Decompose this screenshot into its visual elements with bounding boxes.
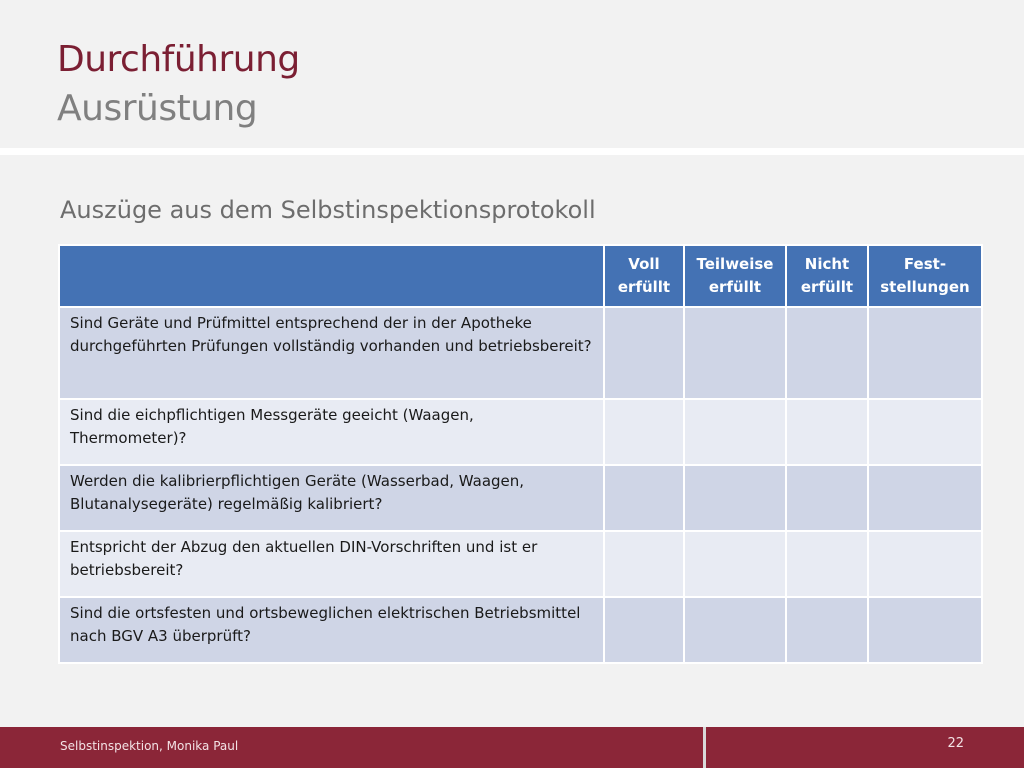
teilweise-erfuellt-cell[interactable] — [684, 307, 786, 399]
voll-erfuellt-cell[interactable] — [604, 465, 684, 531]
voll-erfuellt-cell[interactable] — [604, 307, 684, 399]
footer-author-text: Selbstinspektion, Monika Paul — [60, 739, 239, 753]
teilweise-erfuellt-cell[interactable] — [684, 465, 786, 531]
feststellungen-cell[interactable] — [868, 597, 982, 663]
column-header-voll-erfuellt: Voll erfüllt — [604, 245, 684, 307]
slide-title: Durchführung — [57, 39, 300, 80]
slide-subtitle: Ausrüstung — [57, 88, 258, 129]
table-header-row — [59, 245, 982, 307]
nicht-erfuellt-cell[interactable] — [786, 531, 868, 597]
nicht-erfuellt-cell[interactable] — [786, 307, 868, 399]
section-heading: Auszüge aus dem Selbstinspektionsprotokoll — [60, 196, 596, 224]
question-cell: Werden die kalibrierpflichtigen Geräte (Wasserbad, Waagen, Blutanalysegeräte) regelmäßig kalibriert? — [59, 465, 604, 531]
slide-header — [0, 0, 1024, 148]
teilweise-erfuellt-cell[interactable] — [684, 531, 786, 597]
question-cell: Sind die ortsfesten und ortsbeweglichen elektrischen Betriebsmittel nach BGV A3 überprüft? — [59, 597, 604, 663]
table-row — [59, 307, 982, 399]
voll-erfuellt-cell[interactable] — [604, 531, 684, 597]
table-row — [59, 465, 982, 531]
feststellungen-cell[interactable] — [868, 307, 982, 399]
voll-erfuellt-cell[interactable] — [604, 399, 684, 465]
feststellungen-cell[interactable] — [868, 399, 982, 465]
voll-erfuellt-cell[interactable] — [604, 597, 684, 663]
question-cell: Sind die eichpflichtigen Messgeräte geeicht (Waagen, Thermometer)? — [59, 399, 604, 465]
nicht-erfuellt-cell[interactable] — [786, 597, 868, 663]
teilweise-erfuellt-cell[interactable] — [684, 597, 786, 663]
feststellungen-cell[interactable] — [868, 465, 982, 531]
teilweise-erfuellt-cell[interactable] — [684, 399, 786, 465]
column-header-feststellungen: Fest- stellungen — [868, 245, 982, 307]
table-row — [59, 399, 982, 465]
column-header-question — [59, 245, 604, 307]
table-row — [59, 597, 982, 663]
nicht-erfuellt-cell[interactable] — [786, 399, 868, 465]
header-divider — [0, 148, 1024, 155]
question-cell: Sind Geräte und Prüfmittel entsprechend der in der Apotheke durchgeführten Prüfungen vollständig vorhanden und betriebsbereit? — [59, 307, 604, 399]
question-cell: Entspricht der Abzug den aktuellen DIN-Vorschriften und ist er betriebsbereit? — [59, 531, 604, 597]
inspection-protocol-table — [58, 244, 983, 664]
feststellungen-cell[interactable] — [868, 531, 982, 597]
page-number: 22 — [947, 736, 964, 751]
table-row — [59, 531, 982, 597]
column-header-nicht-erfuellt: Nicht erfüllt — [786, 245, 868, 307]
footer-divider — [703, 727, 706, 768]
nicht-erfuellt-cell[interactable] — [786, 465, 868, 531]
column-header-teilweise-erfuellt: Teilweise erfüllt — [684, 245, 786, 307]
